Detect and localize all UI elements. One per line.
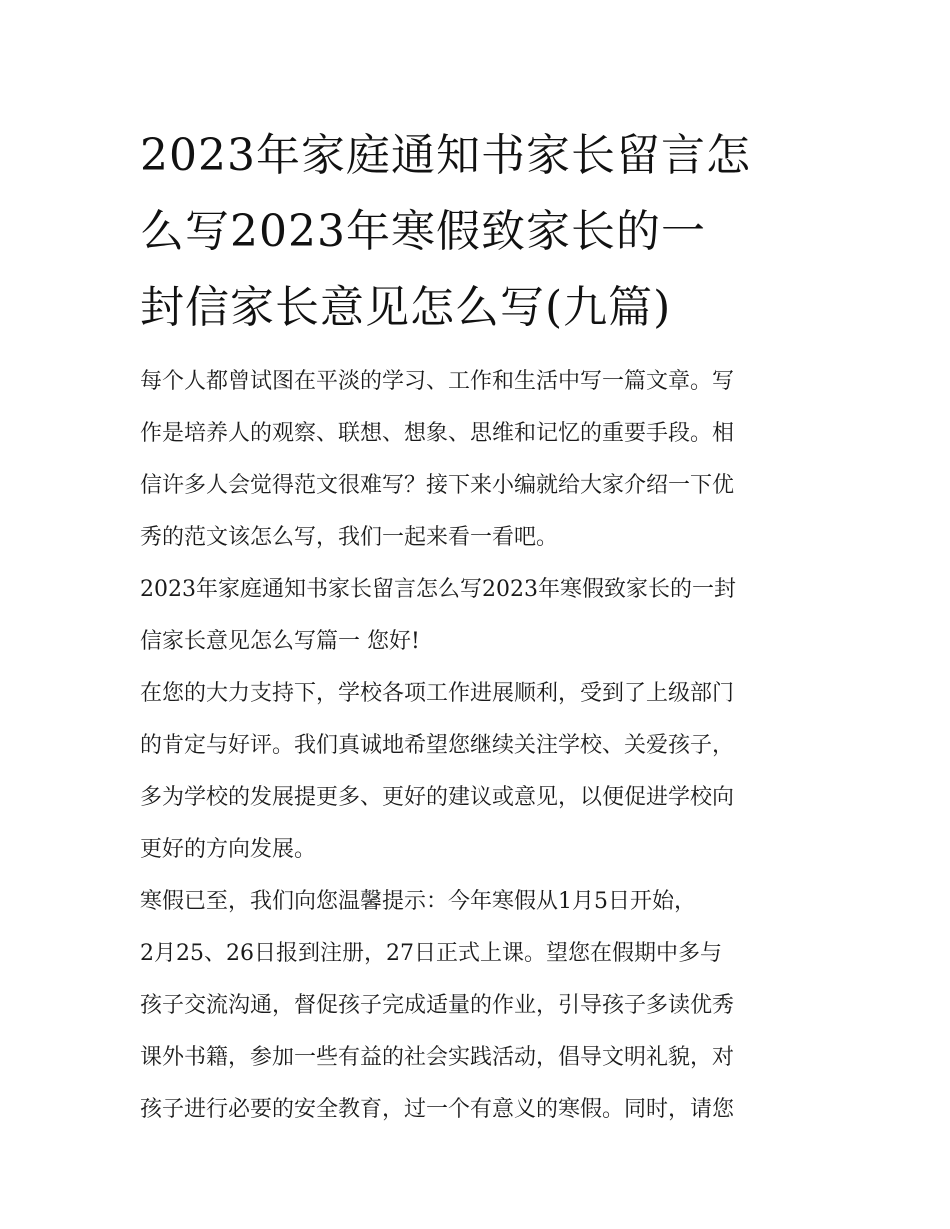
title-line: 2023年家庭通知书家长留言怎 — [140, 130, 751, 181]
body-line: 多为学校的发展提更多、更好的建议或意见，以便促进学校向 — [140, 785, 735, 810]
body-line: 孩子进行必要的安全教育，过一个有意义的寒假。同时，请您 — [140, 1097, 735, 1122]
body-line: 作是培养人的观察、联想、想象、思维和记忆的重要手段。相 — [140, 421, 735, 446]
body-line: 每个人都曾试图在平淡的学习、工作和生活中写一篇文章。写 — [140, 369, 735, 394]
body-line: 在您的大力支持下，学校各项工作进展顺利，受到了上级部门 — [140, 681, 735, 706]
body-line: 秀的范文该怎么写，我们一起来看一看吧。 — [140, 525, 559, 550]
body-line: 信家长意见怎么写篇一 您好! — [140, 629, 420, 654]
body-line: 更好的方向发展。 — [140, 837, 317, 862]
document-body — [140, 356, 830, 1136]
body-line: 的肯定与好评。我们真诚地希望您继续关注学校、关爱孩子， — [140, 733, 735, 758]
body-line: 课外书籍，参加一些有益的社会实践活动，倡导文明礼貌，对 — [140, 1045, 735, 1070]
body-line: 信许多人会觉得范文很难写？接下来小编就给大家介绍一下优 — [140, 473, 735, 498]
body-line: 2023年家庭通知书家长留言怎么写2023年寒假致家长的一封 — [140, 577, 736, 602]
document-title — [140, 118, 820, 346]
body-line: 寒假已至，我们向您温馨提示：今年寒假从1月5日开始， — [140, 889, 696, 914]
body-line: 孩子交流沟通，督促孩子完成适量的作业，引导孩子多读优秀 — [140, 993, 735, 1018]
title-line: 么写2023年寒假致家长的一 — [140, 206, 706, 257]
title-line: 封信家长意见怎么写(九篇) — [140, 282, 672, 333]
body-line: 2月25、26日报到注册，27日正式上课。望您在假期中多与 — [140, 941, 722, 966]
